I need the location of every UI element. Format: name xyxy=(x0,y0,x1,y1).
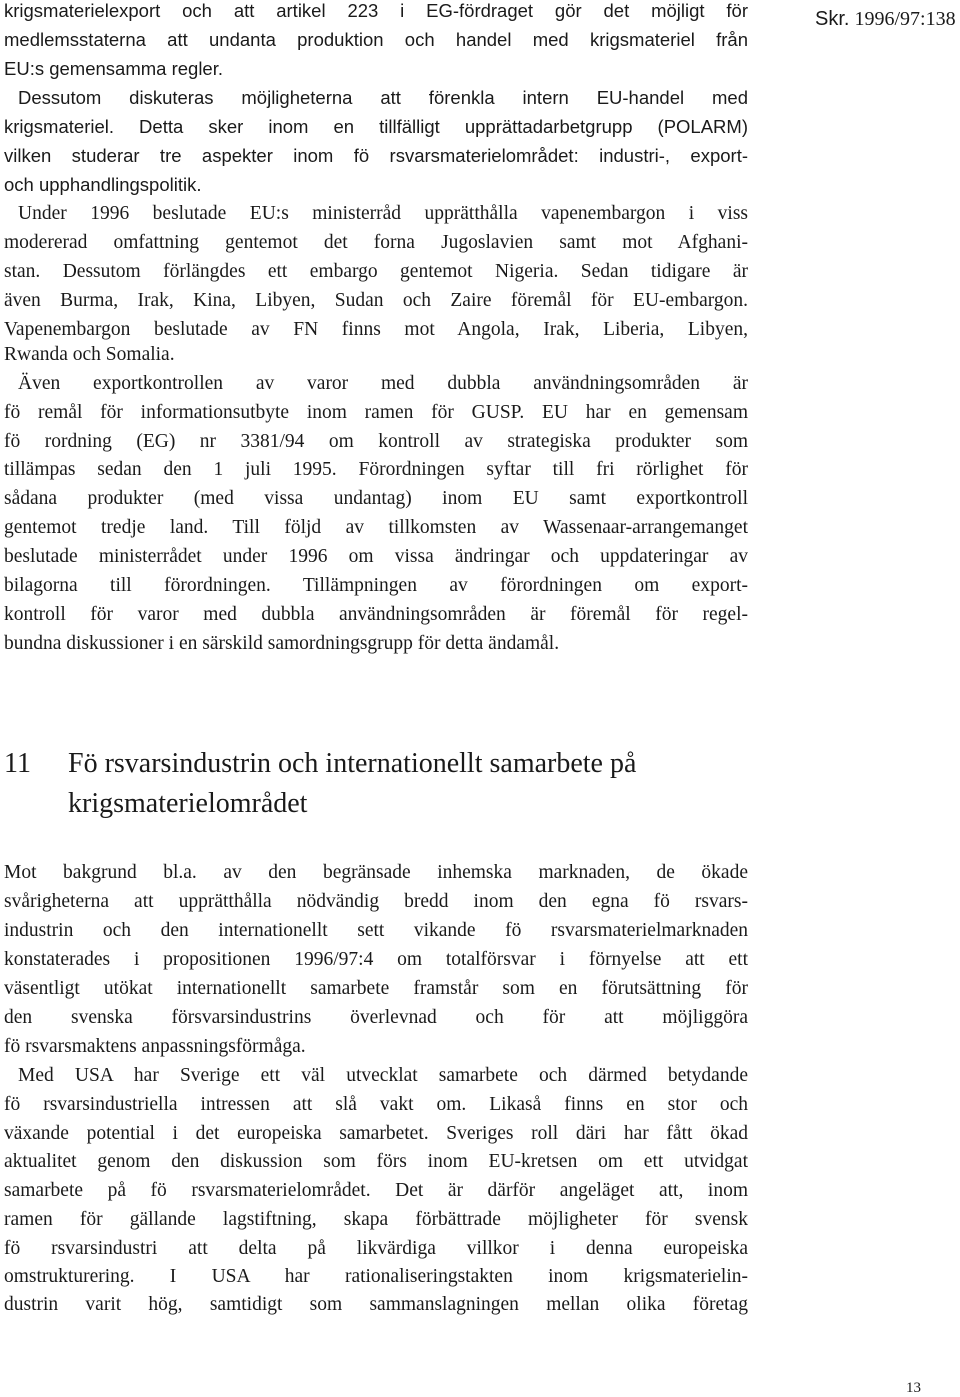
text-line: fö rsvarsindustri att delta på likvärdiga villkor i denna europeiska xyxy=(4,1238,748,1259)
text-line: krigsmaterielexport och att artikel 223 i EG-fördraget gör det möjligt för xyxy=(4,0,748,21)
text-line: vilken studerar tre aspekter inom fö rsvarsmaterielområdet: industri-, export- xyxy=(4,145,748,166)
text-line: Dessutom diskuteras möjligheterna att förenkla intern EU-handel med xyxy=(18,87,748,108)
text-line: stan. Dessutom förlängdes ett embargo gentemot Nigeria. Sedan tidigare är xyxy=(4,261,748,282)
section-title-line: Fö rsvarsindustrin och internationellt samarbete på xyxy=(68,748,637,779)
text-line: Vapenembargon beslutade av FN finns mot Angola, Irak, Liberia, Libyen, xyxy=(4,319,748,340)
text-line: Under 1996 beslutade EU:s ministerråd upprätthålla vapenembargon i viss xyxy=(18,203,748,224)
text-line: kontroll för varor med dubbla användningsområden är föremål för regel- xyxy=(4,604,748,625)
reference-number: 1996/97:138 xyxy=(854,8,956,30)
text-line: gentemot tredje land. Till följd av tillkomsten av Wassenaar-arrangemanget xyxy=(4,517,748,538)
text-line: även Burma, Irak, Kina, Libyen, Sudan och Zaire föremål för EU-embargon. xyxy=(4,290,748,311)
reference-prefix: Skr. xyxy=(815,8,850,30)
text-line: Med USA har Sverige ett väl utvecklat samarbete och därmed betydande xyxy=(18,1065,748,1086)
text-line: bundna diskussioner i en särskild samordningsgrupp för detta ändamål. xyxy=(4,633,560,654)
text-line: konstaterades i propositionen 1996/97:4 om totalförsvar i förnyelse att ett xyxy=(4,949,748,970)
text-line: svårigheterna att upprätthålla nödvändig bredd inom den egna fö rsvars- xyxy=(4,891,748,912)
text-line: fö remål för informationsutbyte inom ramen för GUSP. EU har en gemensam xyxy=(4,402,748,423)
text-line: fö rsvarsmaktens anpassningsförmåga. xyxy=(4,1036,306,1057)
text-line: den svenska försvarsindustrins överlevnad och för att möjliggöra xyxy=(4,1007,748,1028)
text-line: bilagorna till förordningen. Tillämpningen av förordningen om export- xyxy=(4,575,748,596)
text-line: samarbete på fö rsvarsmaterielområdet. Det är därför angeläget att, inom xyxy=(4,1180,748,1201)
text-line: dustrin varit hög, samtidigt som sammanslagningen mellan olika företag xyxy=(4,1294,748,1315)
text-line: och upphandlingspolitik. xyxy=(4,174,202,195)
text-line: omstrukturering. I USA har rationaliseringstakten inom krigsmaterielin- xyxy=(4,1266,748,1287)
text-line: Rwanda och Somalia. xyxy=(4,344,175,365)
text-line: sådana produkter (med vissa undantag) inom EU samt exportkontroll xyxy=(4,488,748,509)
text-line: ramen för gällande lagstiftning, skapa förbättrade möjligheter för svensk xyxy=(4,1209,748,1230)
text-line: fö rsvarsindustriella intressen att slå vakt om. Likaså finns en stor och xyxy=(4,1094,748,1115)
text-line: växande potential i det europeiska samarbetet. Sveriges roll däri har fått ökad xyxy=(4,1123,748,1144)
page-number: 13 xyxy=(906,1380,921,1396)
text-line: industrin och den internationellt sett vikande fö rsvarsmaterielmarknaden xyxy=(4,920,748,941)
text-line: modererad omfattning gentemot det forna Jugoslavien samt mot Afghani- xyxy=(4,232,748,253)
text-line: EU:s gemensamma regler. xyxy=(4,58,224,79)
text-line: Mot bakgrund bl.a. av den begränsade inhemska marknaden, de ökade xyxy=(4,862,748,883)
section-number: 11 xyxy=(4,748,31,779)
section-title xyxy=(68,744,768,824)
section-title-line: krigsmaterielområdet xyxy=(68,788,308,819)
text-line: fö rordning (EG) nr 3381/94 om kontroll av strategiska produkter som xyxy=(4,431,748,452)
text-line: medlemsstaterna att undanta produktion och handel med krigsmateriel från xyxy=(4,29,748,50)
text-line: beslutade ministerrådet under 1996 om vissa ändringar och uppdateringar av xyxy=(4,546,748,567)
text-line: Även exportkontrollen av varor med dubbla användningsområden är xyxy=(18,373,748,394)
text-line: krigsmateriel. Detta sker inom en tillfälligt upprättadarbetgrupp (POLARM) xyxy=(4,116,748,137)
text-line: aktualitet genom den diskussion som förs inom EU-kretsen om ett utvidgat xyxy=(4,1151,748,1172)
document-reference xyxy=(815,5,956,33)
text-line: väsentligt utökat internationellt samarbete framstår som en förutsättning för xyxy=(4,978,748,999)
text-line: tillämpas sedan den 1 juli 1995. Förordningen syftar till fri rörlighet för xyxy=(4,459,748,480)
